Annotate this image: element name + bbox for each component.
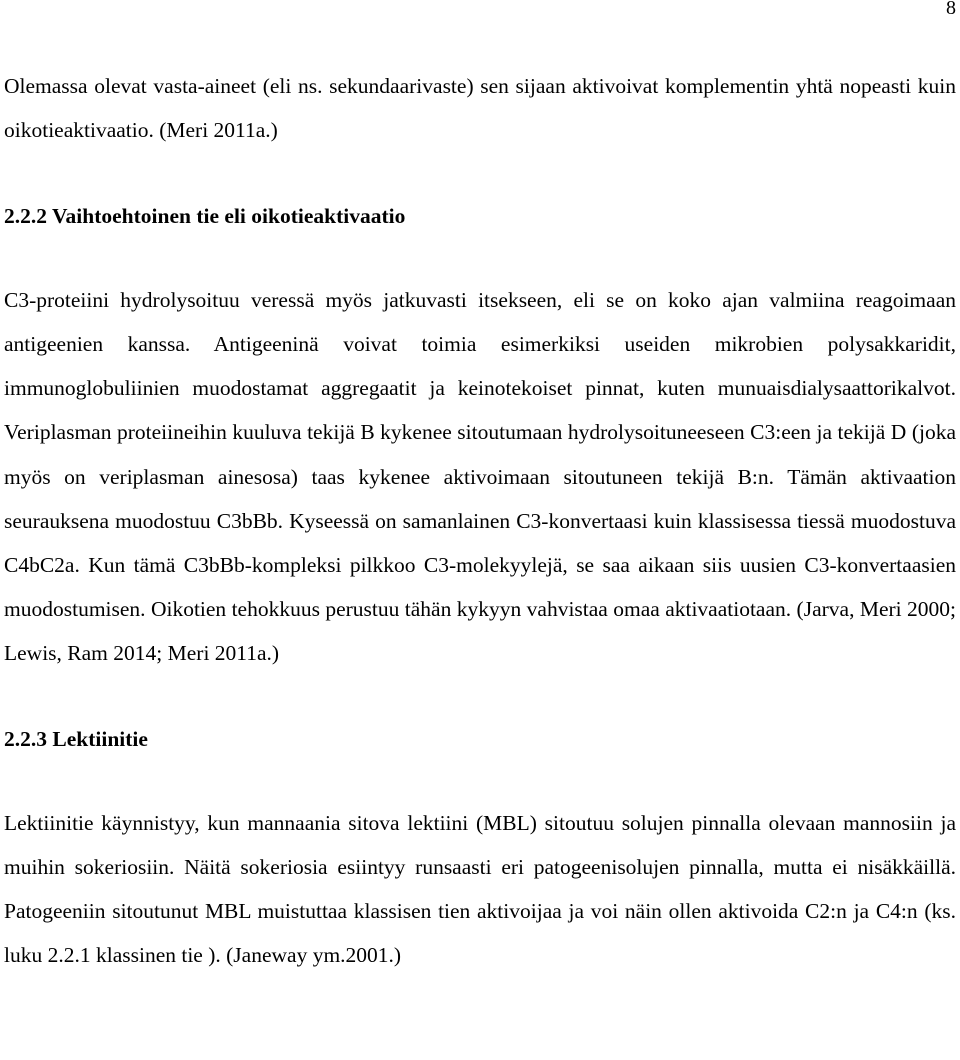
section-heading-alternative-pathway: 2.2.2 Vaihtoehtoinen tie eli oikotieaktivaatio [4, 204, 406, 229]
document-body [4, 64, 956, 977]
alternative-pathway-paragraph: C3-proteiini hydrolysoituu veressä myös jatkuvasti itsekseen, eli se on koko ajan valmiina reagoimaan antigeenien kanssa. Antigeeninä voivat toimia esimerkiksi useiden mikrobien polysakkaridit, immunoglobuliinien muodostamat aggregaatit ja keinotekoiset pinnat, kuten munuaisdialysaattorikalvot. Veriplasman proteiineihin kuuluva tekijä B kykenee sitoutumaan hydrolysoituneeseen C3:een ja tekijä D (joka myös on veriplasman ainesosa) taas kykenee aktivoimaan sitoutuneen tekijä B:n. Tämän aktivaation seurauksena muodostuu C3bBb. Kyseessä on samanlainen C3-konvertaasi kuin klassisessa tiessä muodostuva C4bC2a. Kun tämä C3bBb-kompleksi pilkkoo C3-molekyylejä, se saa aikaan siis uusien C3-konvertaasien muodostumisen. Oikotien tehokkuus perustuu tähän kykyyn vahvistaa omaa aktivaatiotaan. (Jarva, Meri 2000; Lewis, Ram 2014; Meri 2011a.) [4, 288, 956, 665]
lectin-pathway-paragraph: Lektiinitie käynnistyy, kun mannaania sitova lektiini (MBL) sitoutuu solujen pinnalla olevaan mannosiin ja muihin sokeriosiin. Näitä sokeriosia esiintyy runsaasti eri patogeenisolujen pinnalla, mutta ei nisäkkäillä. Patogeeniin sitoutunut MBL muistuttaa klassisen tien aktivoijaa ja voi näin ollen aktivoida C2:n ja C4:n (ks. luku 2.2.1 klassinen tie ). (Janeway ym.2001.) [4, 811, 956, 968]
page-number: 8 [946, 0, 956, 19]
intro-paragraph: Olemassa olevat vasta-aineet (eli ns. sekundaarivaste) sen sijaan aktivoivat komplementin yhtä nopeasti kuin oikotieaktivaatio. (Meri 2011a.) [4, 74, 956, 143]
section-heading-lectin-pathway: 2.2.3 Lektiinitie [4, 727, 148, 752]
